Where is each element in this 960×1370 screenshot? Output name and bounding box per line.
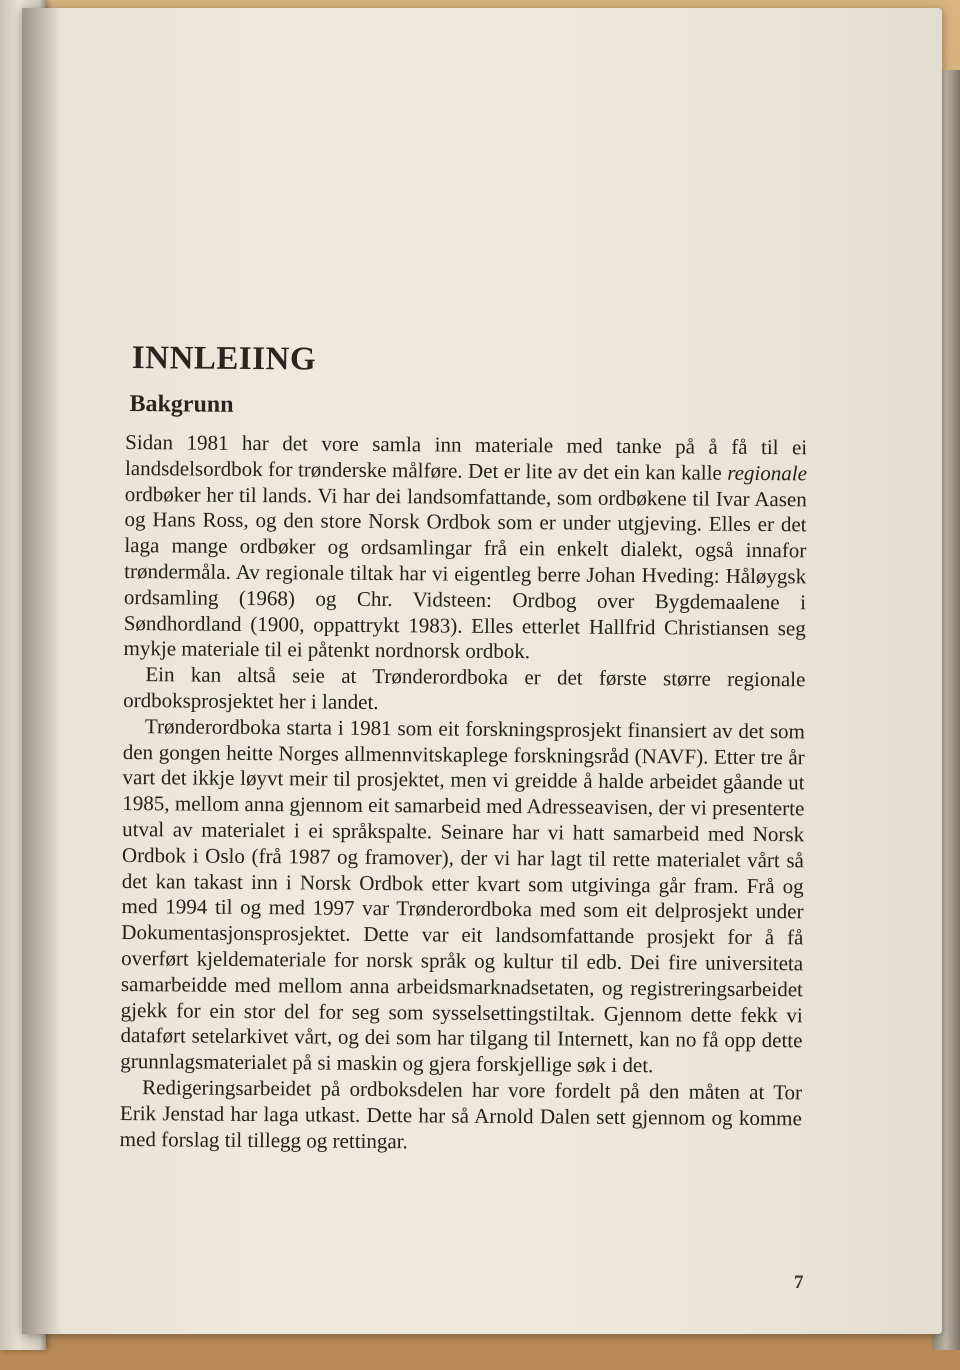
paragraph-1-emphasis: regionale	[727, 460, 808, 486]
section-heading: Bakgrunn	[129, 391, 234, 418]
paragraph-1-text-b: ordbøker her til lands. Vi har dei landsomfattande, som ordbøkene til Ivar Aasen og Hans Ross, og den store Norsk Ordbok som er under utgjeving. Elles er det laga mange ordbøker og ordsamlingar frå ein enkelt dialekt, også innafor trøndermåla. Av regionale tiltak har vi eigentleg berre Johan Hveding: Håløygsk ordsamling (1968) og Chr. Vidsteen: Ordbog over Bygdemaalene i Søndhordland (1900, oppattrykt 1983). Elles etterlet Hallfrid Christiansen seg mykje materiale til ei påtenkt nordnorsk ordbok.	[123, 481, 807, 664]
spine-shadow	[22, 8, 62, 1334]
paragraph-2: Ein kan altså seie at Trønderordboka er det første større regionale ordboksprosjektet her i landet.	[123, 662, 806, 714]
paragraph-1	[123, 430, 807, 668]
paragraph-1-text-a: Sidan 1981 har det vore samla inn materiale med tanke på å få til ei landsdelsordbok for trønderske målføre. Det er lite av det ein kan kalle	[124, 429, 808, 485]
page-content	[120, 340, 808, 1158]
paragraph-4: Redigeringsarbeidet på ordboksdelen har vore fordelt på den måten at Tor Erik Jenstad har laga utkast. Dette har så Arnold Dalen sett gjennom og komme med forslag til tillegg og rettingar.	[119, 1075, 803, 1153]
page-number: 7	[794, 1272, 804, 1293]
chapter-title: INNLEIING	[131, 340, 317, 378]
paragraph-3: Trønderordboka starta i 1981 som eit forskningsprosjekt finansiert av det som den gongen heitte Norges allmennvitskaplege forskningsråd (NAVF). Etter tre år vart det ikkje løyvt meir til prosjektet, men vi greidde å halde arbeidet gåande ut 1985, mellom anna gjennom eit samarbeid med Adresseavisen, der vi presenterte utval av materialet i ei språkspalte. Seinare har vi hatt samarbeid med Norsk Ordbok i Oslo (frå 1987 og framover), der vi har lagt til rette materialet vårt så det kan takast inn i Norsk Ordbok etter kvart som utgivinga går fram. Frå og med 1994 til og med 1997 var Trønderordboka med som eit delprosjekt under Dokumentasjonsprosjektet. Dette var eit landsomfattande prosjekt for å få overført kjeldemateriale for norsk språk og kultur til edb. Dei fire universiteta samarbeidde med mellom anna arbeidsmarknadsetaten, og registreringsarbeidet gjekk for ein stor del for seg som sysselsettingstiltak. Gjennom dette fekk vi dataført setelarkivet vårt, og dei som har tilgang til Internett, kan no få opp dette grunnlagsmaterialet på si maskin og gjera forskjellige søk i det.	[120, 713, 806, 1078]
